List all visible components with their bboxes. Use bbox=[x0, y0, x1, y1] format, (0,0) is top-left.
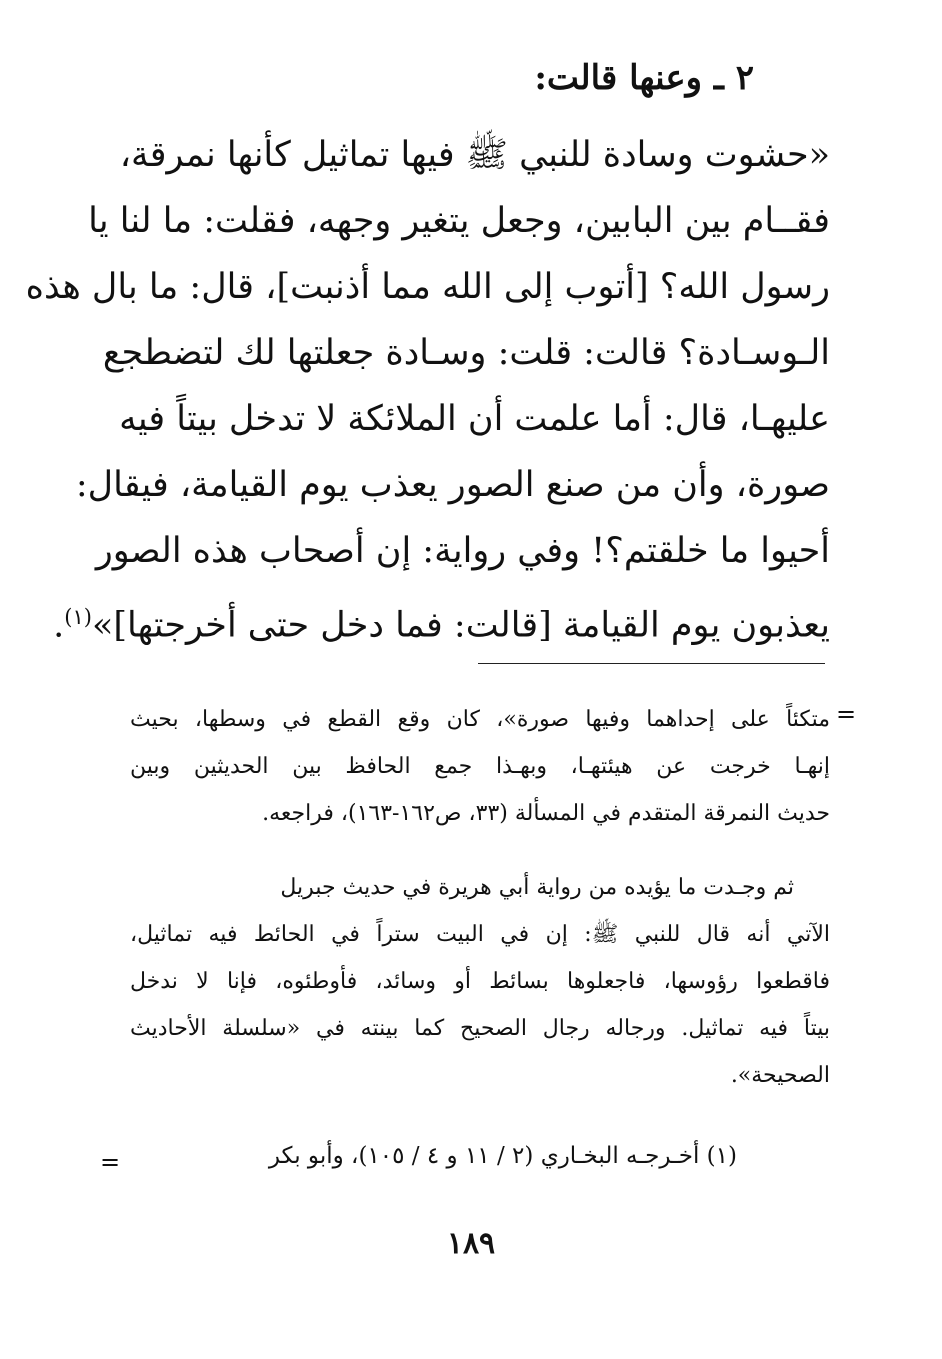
main-line: رسول الله؟ [أتوب إلى الله مما أذنبت]، قال: ما بال هذه bbox=[25, 267, 830, 307]
footnote-line: الصحيحة». bbox=[730, 1063, 830, 1088]
footnote-line: الآتي أنه قال للنبي ﷺ: إن في البيت ستراً في الحائط فيه تماثيل، bbox=[130, 922, 830, 947]
main-line-final bbox=[53, 584, 830, 650]
main-line: «حشوت وسادة للنبي ﷺ فيها تماثيل كأنها نمرقة، bbox=[119, 135, 830, 175]
main-line: فقــام بين البابين، وجعل يتغير وجهه، فقلت: ما لنا يا bbox=[88, 201, 830, 241]
page-number: ١٨٩ bbox=[446, 1226, 496, 1261]
main-line: الـوسـادة؟ قالت: قلت: وسـادة جعلتها لك لتضطجع bbox=[102, 333, 830, 373]
footnote-line: ثم وجـدت ما يؤيده من رواية أبي هريرة في حديث جبريل bbox=[280, 875, 794, 900]
footnote-paragraph-2 bbox=[130, 864, 830, 1099]
footnote-line: إنهـا خرجت عن هيئتهـا، وبهـذا جمع الحافظ بين الحديثين وبين bbox=[130, 754, 830, 779]
continuation-mark: = bbox=[836, 700, 857, 728]
footnote-line: بيتاً فيه تماثيل. ورجاله رجال الصحيح كما بينته في «سلسلة الأحاديث bbox=[130, 1016, 830, 1041]
footnote-paragraph-1 bbox=[130, 696, 830, 837]
footnote-line: فاقطعوا رؤوسها، فاجعلوها بسائط أو وسائد، فأوطئوه، فإنا لا ندخل bbox=[130, 969, 830, 994]
main-text bbox=[25, 122, 830, 650]
main-line: صورة، وأن من صنع الصور يعذب يوم القيامة، فيقال: bbox=[75, 465, 830, 505]
main-end-punct: . bbox=[53, 605, 65, 646]
continuation-mark: = bbox=[100, 1148, 121, 1176]
footnote-separator bbox=[478, 663, 825, 664]
footnote-marker: (١) bbox=[64, 605, 92, 629]
footnote-line: متكئاً على إحداهما وفيها صورة»، كان وقع القطع في وسطها، بحيث bbox=[130, 707, 830, 732]
main-line-text: يعذبون يوم القيامة [قالت: فما دخل حتى أخرجتها]» bbox=[91, 605, 830, 646]
footnote-line: حديث النمرقة المتقدم في المسألة (٣٣، ص١٦٢-١٦٣)، فراجعه. bbox=[262, 801, 830, 826]
footnote-reference: (١) أخـرجـه البخـاري (٢ / ١١ و ٤ / ١٠٥)، وأبو بكر bbox=[268, 1143, 737, 1169]
main-line: عليهـا، قال: أما علمت أن الملائكة لا تدخل بيتاً فيه bbox=[119, 399, 830, 439]
section-heading: ٢ ـ وعنها قالت: bbox=[534, 58, 754, 98]
main-line: أحيوا ما خلقتم؟! وفي رواية: إن أصحاب هذه الصور bbox=[95, 531, 830, 571]
